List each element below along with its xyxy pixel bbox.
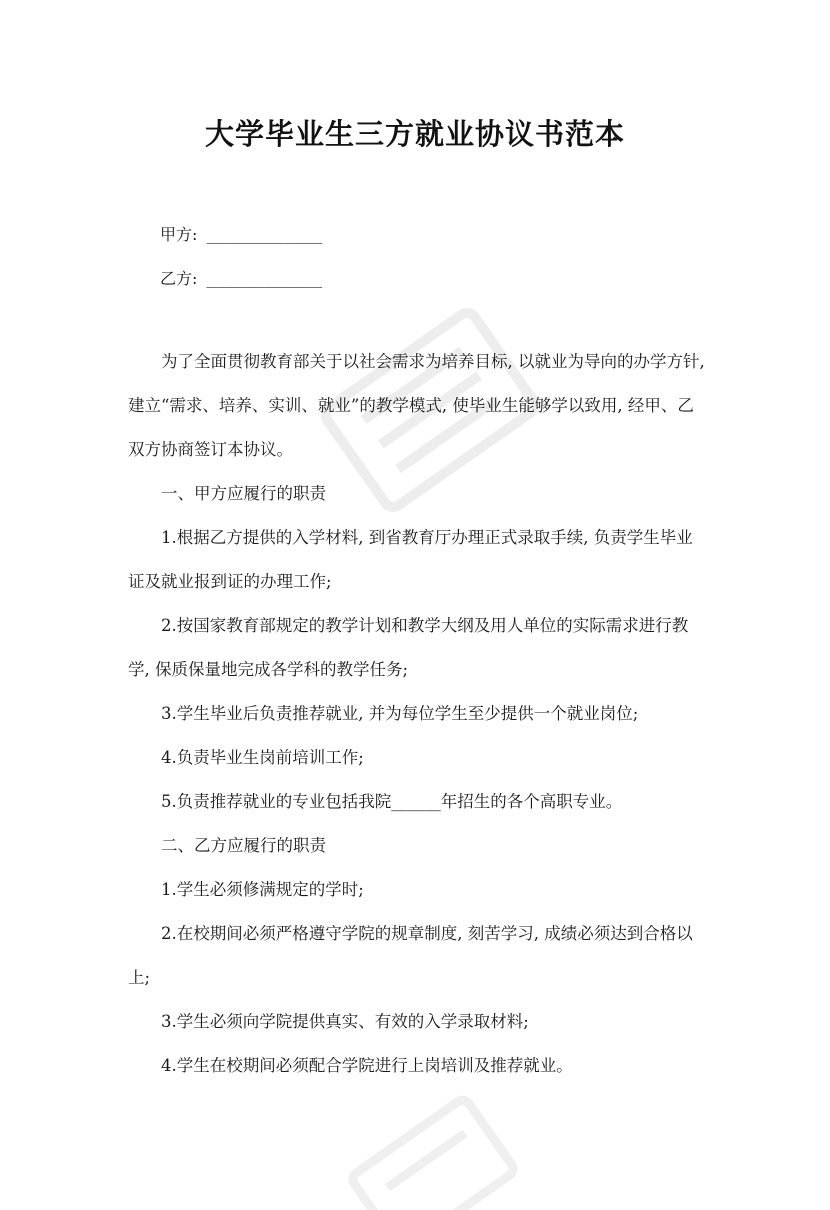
- party-b-blank: ____________: [206, 269, 323, 288]
- clause-paragraph: 1.根据乙方提供的入学材料, 到省教育厅办理正式录取手续, 负责学生毕业证及就业报到证的办理工作;: [128, 528, 693, 591]
- clause-paragraph: 2.按国家教育部规定的教学计划和教学大纲及用人单位的实际需求进行教学, 保质保量地完成各学科的教学任务;: [128, 616, 689, 679]
- party-b-line: [160, 266, 322, 289]
- clause-paragraph: 5.负责推荐就业的专业包括我院______年招生的各个高职专业。: [161, 792, 623, 811]
- clause-paragraph: 1.学生必须修满规定的学时;: [161, 880, 364, 899]
- clause-paragraph: 3.学生毕业后负责推荐就业, 并为每位学生至少提供一个就业岗位;: [161, 704, 639, 723]
- party-a-blank: ____________: [206, 225, 323, 244]
- section-heading-party-a: 一、甲方应履行的职责: [161, 484, 326, 503]
- clause-paragraph: 4.学生在校期间必须配合学院进行上岗培训及推荐就业。: [161, 1056, 573, 1075]
- clause-paragraph: 4.负责毕业生岗前培训工作;: [161, 748, 364, 767]
- party-a-label: 甲方:: [160, 225, 198, 244]
- document-title: 大学毕业生三方就业协议书范本: [204, 117, 625, 151]
- intro-paragraph: 为了全面贯彻教育部关于以社会需求为培养目标, 以就业为导向的办学方针, 建立“需求、培养、实训、就业”的教学模式, 使毕业生能够学以致用, 经甲、乙双方协商签订本协议。: [128, 352, 705, 459]
- party-a-line: [160, 222, 322, 245]
- party-b-label: 乙方:: [160, 269, 198, 288]
- section-heading-party-b: 二、乙方应履行的职责: [161, 836, 326, 855]
- document-body: [128, 340, 708, 1088]
- clause-paragraph: 3.学生必须向学院提供真实、有效的入学录取材料;: [161, 1012, 529, 1031]
- watermark-stamp-icon: [330, 1090, 530, 1210]
- clause-paragraph: 2.在校期间必须严格遵守学院的规章制度, 刻苦学习, 成绩必须达到合格以上;: [128, 924, 693, 987]
